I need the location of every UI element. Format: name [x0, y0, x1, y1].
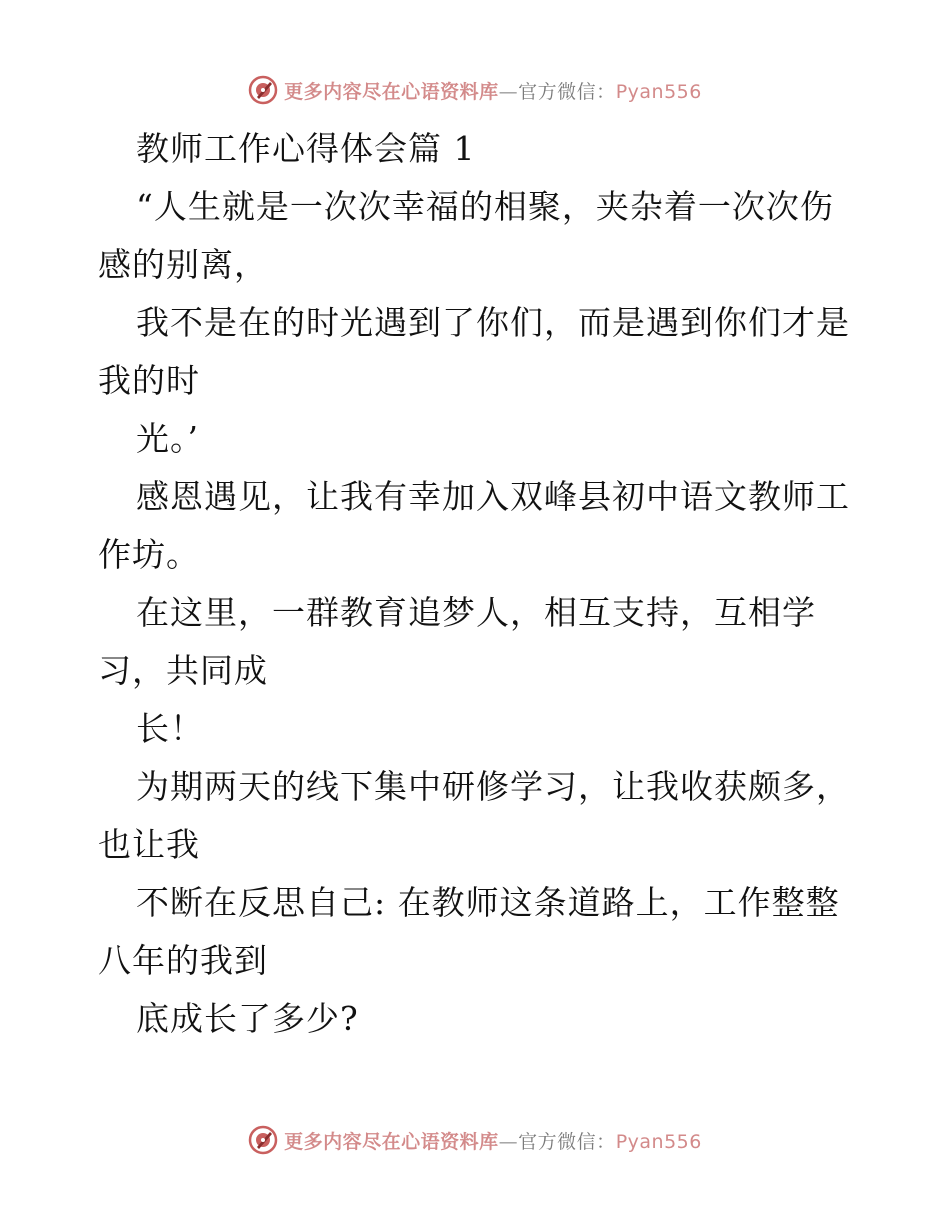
paragraph-line: 教师工作心得体会篇 1: [136, 129, 476, 168]
banner-wechat-id: Pyan556: [615, 1130, 702, 1153]
footer-banner-content: [248, 1125, 702, 1155]
banner-dash: —: [498, 1130, 519, 1153]
paragraph-line: 光。’: [136, 419, 199, 458]
paragraph-line: 习，共同成: [98, 651, 268, 690]
footer-banner: [0, 1120, 950, 1160]
paragraph-line: 底成长了多少?: [136, 999, 359, 1038]
banner-main-text: 更多内容尽在心语资料库: [284, 80, 499, 103]
pen-logo-icon: [248, 75, 278, 105]
banner-dash: —: [498, 80, 519, 103]
banner-wechat-label: 官方微信：: [518, 1130, 616, 1153]
paragraph-line: 作坊。: [98, 535, 200, 574]
banner-main-text: 更多内容尽在心语资料库: [284, 1130, 499, 1153]
footer-banner-text: [284, 1127, 702, 1154]
document-body: [98, 120, 858, 1048]
banner-wechat-label: 官方微信：: [518, 80, 616, 103]
header-banner: [0, 70, 950, 110]
paragraph-line: 为期两天的线下集中研修学习，让我收获颇多，: [136, 767, 850, 806]
paragraph-line: 感的别离，: [98, 245, 268, 284]
paragraph-line: 我的时: [98, 361, 200, 400]
header-banner-content: [248, 75, 702, 105]
paragraph-line: 也让我: [98, 825, 200, 864]
banner-wechat-id: Pyan556: [615, 80, 702, 103]
pen-logo-icon: [248, 1125, 278, 1155]
paragraph-line: 八年的我到: [98, 941, 268, 980]
paragraph-line: 不断在反思自己: 在教师这条道路上，工作整整: [136, 883, 840, 922]
paragraph-line: 在这里，一群教育追梦人，相互支持，互相学: [136, 593, 816, 632]
header-banner-text: [284, 77, 702, 104]
paragraph-line: 感恩遇见，让我有幸加入双峰县初中语文教师工: [136, 477, 850, 516]
paragraph-line: 长！: [136, 709, 204, 748]
paragraph-line: 我不是在的时光遇到了你们，而是遇到你们才是: [136, 303, 850, 342]
paragraph-line: “人生就是一次次幸福的相聚，夹杂着一次次伤: [136, 187, 834, 226]
